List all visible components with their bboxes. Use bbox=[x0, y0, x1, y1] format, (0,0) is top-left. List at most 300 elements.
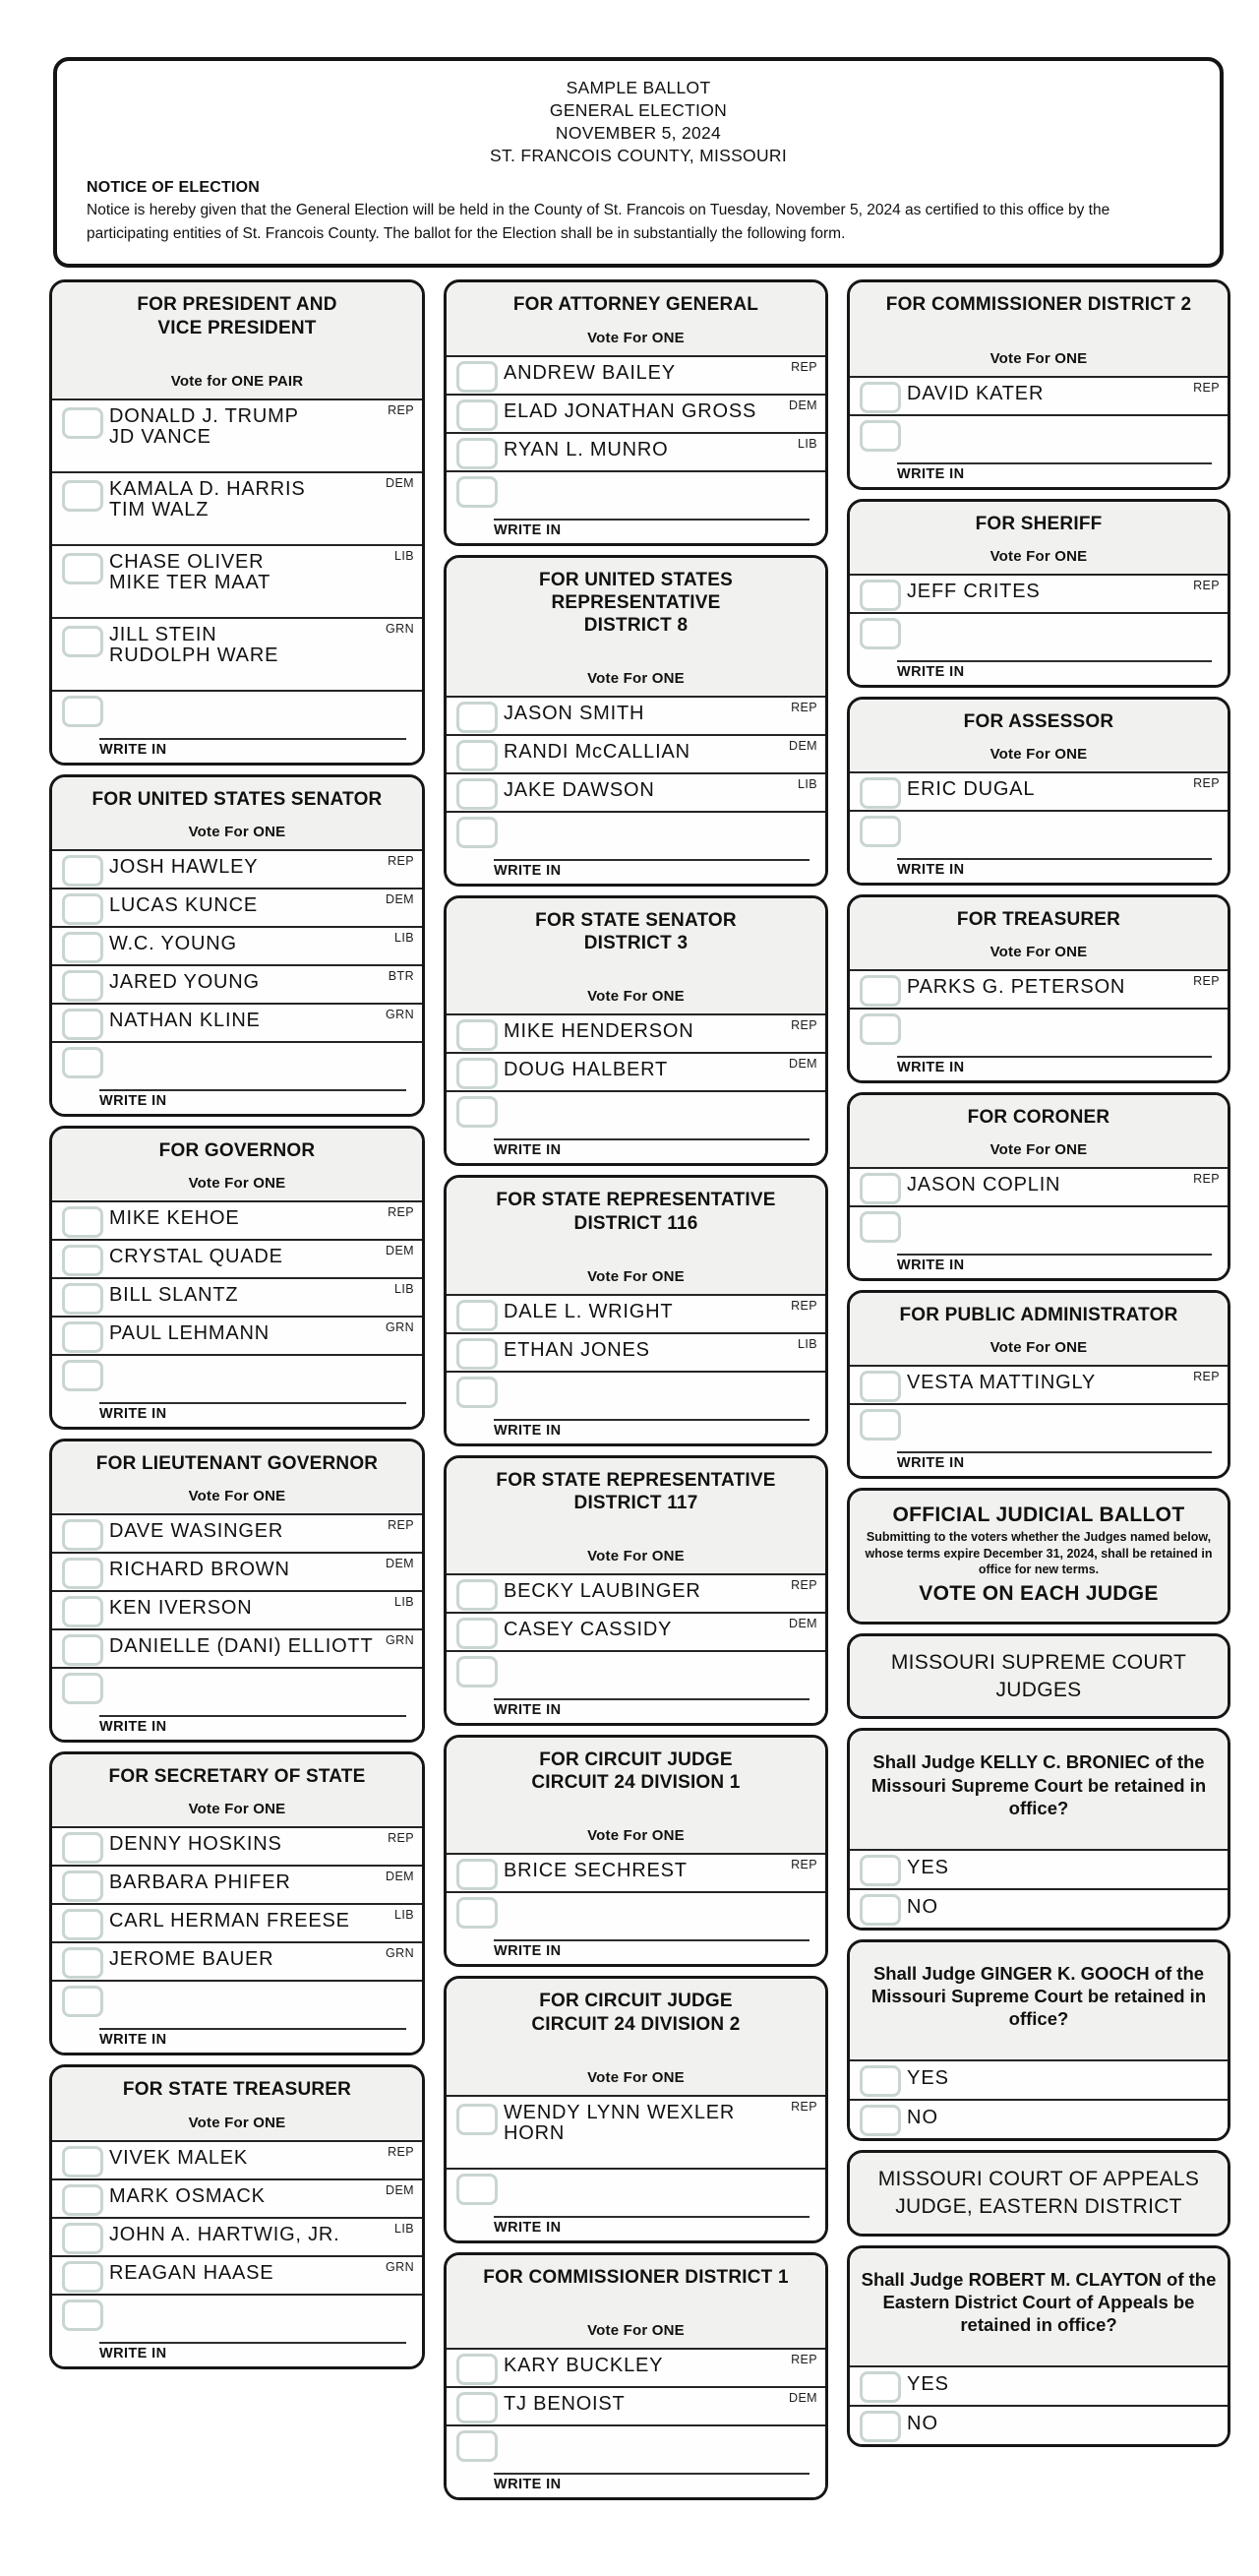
party-label: LIB bbox=[394, 930, 414, 945]
write-in-checkbox[interactable] bbox=[456, 817, 498, 848]
header-spacer bbox=[60, 1788, 414, 1801]
write-in-line[interactable] bbox=[494, 1138, 809, 1158]
party-label: REP bbox=[1193, 380, 1220, 395]
vote-checkbox[interactable] bbox=[62, 893, 103, 925]
contest-header bbox=[850, 502, 1228, 574]
write-in-checkbox[interactable] bbox=[860, 816, 901, 847]
contest-title-line: FOR ASSESSOR bbox=[963, 710, 1114, 732]
retention-option-row bbox=[850, 2099, 1228, 2138]
write-in-label: WRITE IN bbox=[494, 2476, 562, 2492]
party-label: GRN bbox=[386, 1633, 414, 1648]
contest-for-attorney-general bbox=[444, 279, 828, 545]
retention-question-box bbox=[847, 1939, 1230, 2141]
contest-title-line: FOR UNITED STATES SENATOR bbox=[91, 788, 383, 810]
party-label: REP bbox=[791, 1298, 817, 1313]
vote-checkbox[interactable] bbox=[860, 1855, 901, 1886]
vote-checkbox[interactable] bbox=[456, 1859, 498, 1890]
vote-checkbox[interactable] bbox=[62, 1558, 103, 1589]
vote-instruction: Vote For ONE bbox=[587, 329, 685, 346]
candidate-name-line: RICHARD BROWN bbox=[109, 1559, 290, 1581]
write-in-line[interactable] bbox=[897, 660, 1212, 680]
candidate-row bbox=[447, 1853, 825, 1891]
header-spacer bbox=[60, 1475, 414, 1488]
candidate-name bbox=[109, 1828, 422, 1855]
vote-checkbox[interactable] bbox=[860, 777, 901, 809]
retention-option-row bbox=[850, 2365, 1228, 2405]
party-label: DEM bbox=[789, 2390, 817, 2405]
write-in-label: WRITE IN bbox=[897, 1257, 965, 1274]
candidate-name bbox=[907, 971, 1228, 998]
party-label: REP bbox=[388, 1518, 414, 1533]
candidate-name-line: DONALD J. TRUMP bbox=[109, 404, 299, 427]
header-spacer bbox=[454, 317, 817, 330]
candidate-name-line: HORN bbox=[504, 2121, 566, 2144]
contest-title-line: FOR STATE TREASURER bbox=[122, 2079, 352, 2101]
vote-checkbox[interactable] bbox=[456, 1058, 498, 1089]
write-in-line[interactable] bbox=[99, 1402, 406, 1422]
vote-checkbox[interactable] bbox=[456, 2392, 498, 2423]
write-in-row bbox=[447, 470, 825, 543]
header-spacer bbox=[858, 931, 1220, 944]
candidate-name bbox=[504, 1614, 825, 1640]
party-label: LIB bbox=[394, 1595, 414, 1610]
write-in-line[interactable] bbox=[99, 2028, 406, 2048]
contest-header bbox=[447, 1458, 825, 1573]
contest-for-state-representative-district-116 bbox=[444, 1175, 828, 1445]
write-in-line[interactable] bbox=[494, 519, 809, 538]
vote-checkbox[interactable] bbox=[62, 1947, 103, 1979]
candidate-name-line: DAVE WASINGER bbox=[109, 1520, 284, 1543]
candidate-name bbox=[109, 473, 422, 521]
candidate-row bbox=[447, 772, 825, 811]
write-in-label: WRITE IN bbox=[897, 1060, 965, 1076]
party-label: REP bbox=[388, 402, 414, 417]
vote-checkbox[interactable] bbox=[62, 480, 103, 512]
write-in-line[interactable] bbox=[897, 1451, 1212, 1471]
ballot-column-1 bbox=[49, 279, 425, 2377]
vote-checkbox[interactable] bbox=[456, 1300, 498, 1331]
party-label: DEM bbox=[386, 2182, 414, 2197]
vote-checkbox[interactable] bbox=[860, 382, 901, 413]
candidate-name bbox=[504, 1855, 825, 1881]
party-label: DEM bbox=[789, 1617, 817, 1631]
write-in-line[interactable] bbox=[99, 1715, 406, 1735]
header-spacer bbox=[60, 339, 414, 373]
write-in-checkbox[interactable] bbox=[456, 1897, 498, 1929]
vote-checkbox[interactable] bbox=[860, 2411, 901, 2442]
contest-for-secretary-of-state bbox=[49, 1751, 425, 2055]
vote-checkbox[interactable] bbox=[456, 361, 498, 393]
candidate-row bbox=[52, 1590, 422, 1628]
candidate-row bbox=[447, 734, 825, 772]
notice-heading: NOTICE OF ELECTION bbox=[87, 179, 261, 197]
vote-instruction: Vote For ONE bbox=[989, 1339, 1088, 1357]
write-in-checkbox[interactable] bbox=[860, 1409, 901, 1441]
write-in-label: WRITE IN bbox=[494, 1943, 562, 1960]
party-label: REP bbox=[388, 2144, 414, 2159]
vote-checkbox[interactable] bbox=[860, 2371, 901, 2403]
party-label: DEM bbox=[386, 891, 414, 906]
contest-title-line: FOR LIEUTENANT GOVERNOR bbox=[95, 1453, 379, 1475]
write-in-label: WRITE IN bbox=[494, 521, 562, 538]
vote-checkbox[interactable] bbox=[62, 1009, 103, 1040]
party-label: REP bbox=[791, 1018, 817, 1033]
candidate-row bbox=[447, 1294, 825, 1332]
contest-title-line: CIRCUIT 24 DIVISION 1 bbox=[531, 1772, 741, 1794]
candidate-name-line: BARBARA PHIFER bbox=[109, 1871, 291, 1894]
write-in-row bbox=[447, 1371, 825, 1443]
candidate-name bbox=[109, 1867, 422, 1893]
retention-option-label: NO bbox=[907, 2107, 938, 2129]
candidate-name-line: ERIC DUGAL bbox=[907, 777, 1036, 800]
contest-for-united-states-representative-district-8 bbox=[444, 555, 828, 888]
court-banner bbox=[850, 1636, 1228, 1716]
notice-body: Notice is hereby given that the General Election will be held in the County of St. Francois on Tuesday, November 5, 2024 as certified to this office by the participating entities of St. Francois County. The ballot for the Election shall be in substantially the following form. bbox=[87, 202, 1110, 243]
party-label: LIB bbox=[394, 2221, 414, 2236]
candidate-name-line: TIM WALZ bbox=[109, 498, 210, 521]
contest-header bbox=[52, 1754, 422, 1826]
candidate-row bbox=[447, 2348, 825, 2386]
candidate-row bbox=[52, 617, 422, 690]
ballot-columns bbox=[49, 279, 1259, 2509]
vote-instruction: Vote For ONE bbox=[989, 349, 1088, 367]
write-in-line[interactable] bbox=[99, 2342, 406, 2361]
contest-header bbox=[447, 558, 825, 697]
write-in-checkbox[interactable] bbox=[62, 696, 103, 727]
contest-title-line: FOR CIRCUIT JUDGE bbox=[539, 1749, 733, 1771]
ballot-title bbox=[87, 77, 1190, 167]
candidate-name bbox=[109, 966, 422, 993]
candidate-name-line: JASON SMITH bbox=[504, 703, 645, 725]
party-label: DEM bbox=[789, 398, 817, 412]
write-in-line[interactable] bbox=[494, 2473, 809, 2492]
candidate-name bbox=[504, 2350, 825, 2376]
vote-checkbox[interactable] bbox=[860, 1371, 901, 1402]
candidate-row bbox=[447, 1052, 825, 1090]
retention-option-label: NO bbox=[907, 1895, 938, 1918]
vote-checkbox[interactable] bbox=[62, 932, 103, 963]
candidate-row bbox=[52, 544, 422, 617]
write-in-line[interactable] bbox=[494, 1419, 809, 1439]
candidate-row bbox=[52, 1277, 422, 1316]
vote-checkbox[interactable] bbox=[860, 2105, 901, 2136]
candidate-name-line: VIVEK MALEK bbox=[109, 2146, 249, 2169]
retention-option-row bbox=[850, 1888, 1228, 1928]
party-label: DEM bbox=[789, 1057, 817, 1072]
write-in-checkbox[interactable] bbox=[62, 2300, 103, 2331]
vote-checkbox[interactable] bbox=[62, 1283, 103, 1315]
vote-checkbox[interactable] bbox=[62, 626, 103, 657]
write-in-checkbox[interactable] bbox=[860, 1013, 901, 1045]
contest-header bbox=[52, 777, 422, 849]
write-in-row bbox=[447, 2168, 825, 2240]
vote-checkbox[interactable] bbox=[62, 855, 103, 887]
vote-checkbox[interactable] bbox=[62, 2223, 103, 2254]
vote-checkbox[interactable] bbox=[62, 1634, 103, 1666]
party-label: REP bbox=[1193, 974, 1220, 989]
party-label: DEM bbox=[386, 475, 414, 490]
vote-instruction: Vote For ONE bbox=[587, 2068, 685, 2086]
contest-header bbox=[447, 282, 825, 354]
vote-checkbox[interactable] bbox=[860, 1173, 901, 1204]
vote-checkbox[interactable] bbox=[456, 1579, 498, 1611]
write-in-checkbox[interactable] bbox=[456, 1656, 498, 1687]
write-in-row bbox=[52, 1980, 422, 2053]
candidate-row bbox=[52, 1316, 422, 1354]
contest-title-line: FOR STATE REPRESENTATIVE bbox=[496, 1190, 776, 1211]
write-in-line[interactable] bbox=[897, 462, 1212, 482]
candidate-name bbox=[907, 576, 1228, 602]
write-in-line[interactable] bbox=[897, 1056, 1212, 1075]
vote-checkbox[interactable] bbox=[62, 970, 103, 1002]
candidate-name-line: TJ BENOIST bbox=[504, 2392, 626, 2415]
write-in-row bbox=[850, 1008, 1228, 1080]
candidate-name bbox=[109, 1318, 422, 1344]
write-in-line[interactable] bbox=[99, 1089, 406, 1109]
candidate-row bbox=[52, 399, 422, 471]
candidate-name-line: KEN IVERSON bbox=[109, 1597, 253, 1620]
candidate-row bbox=[850, 969, 1228, 1008]
candidate-name bbox=[109, 400, 422, 448]
candidate-name-line: CARL HERMAN FREESE bbox=[109, 1910, 350, 1932]
retention-option-row bbox=[850, 2405, 1228, 2444]
contest-for-sheriff bbox=[847, 499, 1230, 688]
contest-for-state-representative-district-117 bbox=[444, 1455, 828, 1726]
vote-checkbox[interactable] bbox=[62, 1206, 103, 1238]
party-label: REP bbox=[388, 853, 414, 868]
judicial-ballot-info bbox=[850, 1491, 1228, 1622]
write-in-line[interactable] bbox=[494, 1698, 809, 1718]
header-spacer bbox=[858, 1326, 1220, 1339]
vote-instruction: Vote For ONE bbox=[587, 1267, 685, 1285]
contest-title-line: FOR SHERIFF bbox=[975, 513, 1103, 534]
retention-option-row bbox=[850, 1849, 1228, 1888]
contest-title-line: FOR CIRCUIT JUDGE bbox=[539, 1991, 733, 2012]
court-banner-line: MISSOURI COURT OF APPEALS bbox=[877, 2168, 1200, 2191]
judicial-ballot-info-box bbox=[847, 1488, 1230, 1625]
contest-for-lieutenant-governor bbox=[49, 1439, 425, 1743]
vote-checkbox[interactable] bbox=[456, 740, 498, 771]
candidate-row bbox=[52, 1003, 422, 1041]
vote-checkbox[interactable] bbox=[456, 778, 498, 810]
vote-checkbox[interactable] bbox=[62, 2261, 103, 2293]
candidate-row bbox=[52, 964, 422, 1003]
contest-header bbox=[52, 1129, 422, 1200]
write-in-checkbox[interactable] bbox=[456, 2430, 498, 2462]
contest-title-line: FOR PUBLIC ADMINISTRATOR bbox=[899, 1305, 1178, 1326]
party-label: REP bbox=[791, 1578, 817, 1593]
party-label: REP bbox=[1193, 578, 1220, 592]
candidate-name-line: JEFF CRITES bbox=[907, 580, 1041, 602]
write-in-row bbox=[447, 1090, 825, 1163]
write-in-checkbox[interactable] bbox=[456, 2174, 498, 2205]
candidate-name bbox=[109, 1905, 422, 1932]
vote-checkbox[interactable] bbox=[860, 975, 901, 1007]
vote-checkbox[interactable] bbox=[456, 399, 498, 431]
candidate-name bbox=[109, 1630, 422, 1657]
candidate-name-line: RUDOLPH WARE bbox=[109, 644, 279, 666]
candidate-name-line: DAVID KATER bbox=[907, 382, 1045, 404]
vote-checkbox[interactable] bbox=[456, 1019, 498, 1051]
vote-checkbox[interactable] bbox=[62, 2184, 103, 2216]
vote-instruction: Vote For ONE bbox=[587, 988, 685, 1006]
candidate-name-line: JOHN A. HARTWIG, JR. bbox=[109, 2223, 340, 2245]
header-spacer bbox=[454, 1514, 817, 1548]
write-in-row bbox=[850, 1403, 1228, 1476]
candidate-row bbox=[52, 1239, 422, 1277]
vote-checkbox[interactable] bbox=[456, 2104, 498, 2135]
write-in-checkbox[interactable] bbox=[860, 420, 901, 452]
candidate-row bbox=[447, 2095, 825, 2168]
party-label: DEM bbox=[386, 1870, 414, 1884]
write-in-checkbox[interactable] bbox=[62, 1673, 103, 1704]
candidate-name bbox=[504, 396, 825, 422]
vote-checkbox[interactable] bbox=[62, 1832, 103, 1864]
notice-of-election-box bbox=[53, 57, 1224, 268]
candidate-row bbox=[850, 771, 1228, 810]
vote-checkbox[interactable] bbox=[62, 553, 103, 584]
header-spacer bbox=[454, 637, 817, 670]
candidate-row bbox=[52, 1200, 422, 1239]
contest-header bbox=[850, 700, 1228, 771]
vote-instruction: Vote For ONE bbox=[188, 823, 286, 840]
retention-option-row bbox=[850, 2059, 1228, 2099]
candidate-row bbox=[52, 2140, 422, 2178]
write-in-checkbox[interactable] bbox=[456, 1377, 498, 1408]
vote-checkbox[interactable] bbox=[62, 407, 103, 439]
write-in-line[interactable] bbox=[494, 859, 809, 879]
contest-header bbox=[850, 1095, 1228, 1167]
vote-checkbox[interactable] bbox=[62, 1519, 103, 1551]
vote-checkbox[interactable] bbox=[456, 1618, 498, 1649]
candidate-row bbox=[447, 432, 825, 470]
write-in-label: WRITE IN bbox=[99, 1092, 167, 1109]
candidate-name-line: JASON COPLIN bbox=[907, 1174, 1061, 1196]
write-in-checkbox[interactable] bbox=[62, 1360, 103, 1391]
vote-checkbox[interactable] bbox=[456, 2354, 498, 2385]
candidate-row bbox=[447, 1013, 825, 1052]
candidate-name-line: CHASE OLIVER bbox=[109, 550, 265, 573]
retention-question: Shall Judge ROBERT M. CLAYTON of the Eastern District Court of Appeals be retained in office? bbox=[850, 2248, 1228, 2365]
vote-checkbox[interactable] bbox=[62, 1871, 103, 1902]
candidate-name bbox=[109, 928, 422, 954]
candidate-row bbox=[52, 2178, 422, 2217]
candidate-name bbox=[109, 1515, 422, 1542]
vote-checkbox[interactable] bbox=[62, 1909, 103, 1940]
candidate-name bbox=[109, 546, 422, 593]
vote-checkbox[interactable] bbox=[62, 2146, 103, 2177]
write-in-line[interactable] bbox=[99, 738, 406, 758]
write-in-checkbox[interactable] bbox=[456, 1096, 498, 1128]
court-banner-line: MISSOURI SUPREME COURT bbox=[890, 1650, 1187, 1674]
vote-instruction: Vote For ONE bbox=[188, 2114, 286, 2131]
contest-for-circuit-judge-circuit-24-division-1 bbox=[444, 1735, 828, 1967]
vote-checkbox[interactable] bbox=[456, 702, 498, 733]
ballot-title-line: GENERAL ELECTION bbox=[549, 100, 728, 121]
write-in-line[interactable] bbox=[897, 1254, 1212, 1273]
write-in-label: WRITE IN bbox=[897, 1455, 965, 1472]
candidate-name-line: CASEY CASSIDY bbox=[504, 1619, 673, 1641]
party-label: REP bbox=[791, 701, 817, 715]
ballot-column-2 bbox=[444, 279, 828, 2509]
contest-for-commissioner-district-1 bbox=[444, 2252, 828, 2500]
candidate-name-line: ELAD JONATHAN GROSS bbox=[504, 399, 757, 422]
contest-header bbox=[52, 1441, 422, 1513]
write-in-row bbox=[447, 811, 825, 884]
write-in-checkbox[interactable] bbox=[62, 1986, 103, 2017]
contest-title-line: FOR TREASURER bbox=[956, 908, 1121, 930]
candidate-name bbox=[109, 619, 422, 666]
candidate-name-line: JD VANCE bbox=[109, 425, 211, 448]
contest-header bbox=[447, 2255, 825, 2348]
write-in-line[interactable] bbox=[494, 2216, 809, 2236]
contest-title-line: FOR PRESIDENT AND bbox=[137, 294, 337, 316]
write-in-checkbox[interactable] bbox=[860, 618, 901, 649]
candidate-name bbox=[504, 1334, 825, 1361]
candidate-row bbox=[52, 1903, 422, 1941]
candidate-name-line: JOSH HAWLEY bbox=[109, 855, 259, 878]
candidate-name-line: JILL STEIN bbox=[109, 623, 217, 645]
vote-checkbox[interactable] bbox=[860, 580, 901, 611]
candidate-row bbox=[52, 1552, 422, 1590]
party-label: GRN bbox=[386, 1946, 414, 1961]
vote-checkbox[interactable] bbox=[860, 2065, 901, 2097]
vote-checkbox[interactable] bbox=[860, 1894, 901, 1926]
vote-instruction: Vote For ONE bbox=[587, 670, 685, 688]
court-banner-missouri-supreme-court-judges bbox=[847, 1633, 1230, 1719]
candidate-name-line: LUCAS KUNCE bbox=[109, 893, 259, 916]
write-in-line[interactable] bbox=[897, 858, 1212, 878]
contest-title-line: DISTRICT 8 bbox=[583, 614, 689, 636]
candidate-name bbox=[907, 378, 1228, 404]
vote-checkbox[interactable] bbox=[456, 438, 498, 469]
party-label: REP bbox=[1193, 1172, 1220, 1187]
write-in-line[interactable] bbox=[494, 1939, 809, 1959]
write-in-label: WRITE IN bbox=[494, 1422, 562, 1439]
contest-title-line: CIRCUIT 24 DIVISION 2 bbox=[531, 2013, 741, 2035]
candidate-name bbox=[907, 773, 1228, 800]
candidate-name-line: RANDI McCALLIAN bbox=[504, 741, 690, 764]
write-in-checkbox[interactable] bbox=[62, 1047, 103, 1078]
vote-instruction: Vote For ONE bbox=[989, 547, 1088, 565]
contest-title-line: VICE PRESIDENT bbox=[157, 317, 317, 338]
write-in-checkbox[interactable] bbox=[456, 476, 498, 508]
vote-checkbox[interactable] bbox=[62, 1321, 103, 1353]
write-in-row bbox=[850, 414, 1228, 487]
candidate-name bbox=[907, 1367, 1228, 1393]
vote-checkbox[interactable] bbox=[62, 1596, 103, 1627]
contest-for-circuit-judge-circuit-24-division-2 bbox=[444, 1976, 828, 2242]
candidate-name bbox=[504, 434, 825, 460]
vote-checkbox[interactable] bbox=[456, 1338, 498, 1370]
candidate-row bbox=[52, 471, 422, 544]
candidate-name bbox=[504, 357, 825, 384]
candidate-name bbox=[504, 774, 825, 801]
write-in-row bbox=[447, 1891, 825, 1964]
party-label: GRN bbox=[386, 1007, 414, 1021]
retention-option-label: YES bbox=[907, 2067, 950, 2090]
contest-for-commissioner-district-2 bbox=[847, 279, 1230, 489]
header-spacer bbox=[454, 1794, 817, 1827]
retention-option-label: YES bbox=[907, 1856, 950, 1878]
vote-checkbox[interactable] bbox=[62, 1245, 103, 1276]
candidate-row bbox=[52, 1513, 422, 1552]
header-spacer bbox=[858, 1129, 1220, 1141]
candidate-row bbox=[52, 1865, 422, 1903]
contest-for-united-states-senator bbox=[49, 774, 425, 1117]
write-in-row bbox=[447, 2424, 825, 2497]
write-in-checkbox[interactable] bbox=[860, 1211, 901, 1243]
